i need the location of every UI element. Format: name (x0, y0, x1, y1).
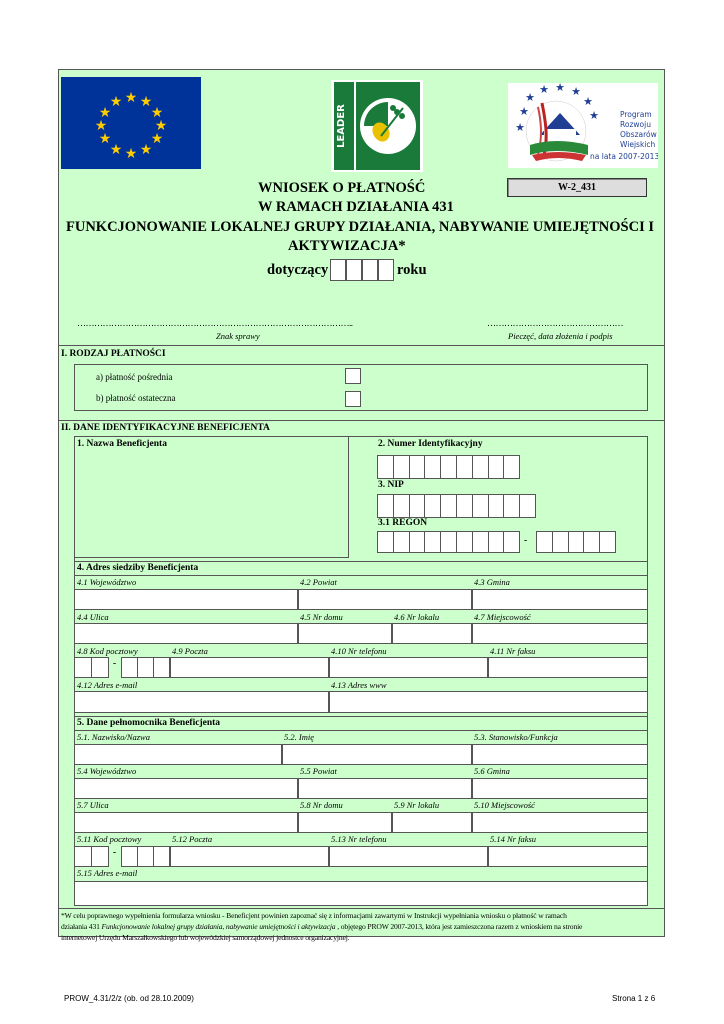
footnote-line-2b: Funkcjonowanie lokalnej grupy działania, nabywanie umiejętności i aktywizacja (101, 922, 336, 931)
id-digit-cell[interactable] (456, 455, 473, 479)
svg-text:★: ★ (139, 142, 153, 158)
id-digit-cell[interactable] (424, 455, 441, 479)
proxy-street-field[interactable] (74, 812, 298, 833)
address-www-label: 4.13 Adres www (331, 680, 387, 690)
year-digit-1[interactable] (330, 259, 346, 281)
address-phone-label: 4.10 Nr telefonu (331, 646, 387, 656)
nip-digit-cell[interactable] (488, 494, 505, 518)
nip-digit-cell[interactable] (424, 494, 441, 518)
address-voiv-label: 4.1 Województwo (77, 577, 137, 587)
eu-stars-icon (61, 77, 201, 169)
proxy-position-label: 5.3. Stanowisko/Funkcja (474, 732, 558, 742)
year-digit-3[interactable] (362, 259, 378, 281)
svg-text:★: ★ (571, 85, 581, 98)
postcode-digit-cell[interactable] (74, 846, 92, 867)
postcode-digit-cell[interactable] (137, 657, 154, 678)
svg-text:★: ★ (555, 83, 565, 94)
address-house-field[interactable] (298, 623, 392, 644)
postcode-digit-cell[interactable] (91, 846, 109, 867)
svg-text:★: ★ (154, 118, 168, 134)
proxy-post-label: 5.12 Poczta (172, 834, 213, 844)
proxy-county-label: 5.5 Powiat (300, 766, 337, 776)
leader-logo (331, 80, 423, 172)
proxy-fax-label: 5.14 Nr faksu (490, 834, 537, 844)
option-a-label: a) płatność pośrednia (96, 372, 173, 382)
svg-text:★: ★ (150, 131, 164, 147)
svg-text:★: ★ (139, 94, 153, 110)
nip-digit-cell[interactable] (472, 494, 489, 518)
svg-text:Program: Program (620, 110, 652, 119)
proxy-flat-field[interactable] (392, 812, 472, 833)
stamp-label: Pieczęć, data złożenia i podpis (508, 331, 613, 341)
postcode-digit-cell[interactable] (121, 657, 138, 678)
svg-text:Obszarów: Obszarów (620, 130, 657, 139)
eu-flag-logo (61, 77, 201, 169)
address-postcode-dash: - (113, 659, 117, 669)
proxy-street-label: 5.7 Ulica (77, 800, 109, 810)
postcode-digit-cell[interactable] (74, 657, 92, 678)
proxy-flat-label: 5.9 Nr lokalu (394, 800, 440, 810)
nip-digit-cell[interactable] (503, 494, 520, 518)
address-house-label: 4.5 Nr domu (300, 612, 343, 622)
address-flat-label: 4.6 Nr lokalu (394, 612, 440, 622)
address-flat-field[interactable] (392, 623, 472, 644)
title-line-1: WNIOSEK O PŁATNOŚĆ (258, 180, 426, 196)
regon-digit-cell[interactable] (583, 531, 600, 553)
regon-digit-cell[interactable] (488, 531, 505, 553)
divider (74, 730, 648, 731)
form-code-box: W-2_431 (507, 178, 647, 197)
proxy-email-label: 5.15 Adres e-mail (77, 868, 138, 878)
divider (74, 561, 648, 562)
id-digit-cell[interactable] (488, 455, 505, 479)
proxy-phone-label: 5.13 Nr telefonu (331, 834, 387, 844)
svg-text:na lata 2007-2013: na lata 2007-2013 (590, 152, 658, 161)
proxy-fax-field[interactable] (488, 846, 648, 867)
name-label: 1. Nazwa Beneficjenta (77, 439, 167, 449)
proxy-firstname-field[interactable] (282, 744, 472, 765)
footnote-line-3: internetowej Urzędu Marszałkowskiego lub wojewódzkiej samorządowej jednostce organizacyjnej. (61, 933, 350, 942)
regon-digit-cell[interactable] (377, 531, 394, 553)
regon-dash: - (524, 536, 528, 546)
year-prefix: dotyczący (267, 262, 329, 278)
regon-digit-cell[interactable] (552, 531, 569, 553)
address-post-label: 4.9 Poczta (172, 646, 208, 656)
proxy-house-field[interactable] (298, 812, 392, 833)
id-digit-cell[interactable] (440, 455, 457, 479)
divider (58, 345, 665, 346)
proxy-city-label: 5.10 Miejscowość (474, 800, 535, 810)
leader-emblem-icon (331, 80, 423, 172)
postcode-digit-cell[interactable] (137, 846, 154, 867)
prow-logo (508, 83, 658, 168)
regon-digit-cell[interactable] (472, 531, 489, 553)
address-commune-field[interactable] (472, 589, 648, 610)
address-email-field[interactable] (74, 691, 329, 713)
nip-digit-cell[interactable] (409, 494, 426, 518)
postcode-digit-cell[interactable] (121, 846, 138, 867)
year-digit-2[interactable] (346, 259, 362, 281)
proxy-phone-field[interactable] (329, 846, 488, 867)
nip-digit-cell[interactable] (377, 494, 394, 518)
proxy-surname-label: 5.1. Nazwisko/Nazwa (77, 732, 150, 742)
address-heading: 4. Adres siedziby Beneficjenta (77, 563, 199, 573)
svg-text:★: ★ (519, 105, 529, 118)
svg-text:★: ★ (109, 142, 123, 158)
svg-text:★: ★ (539, 83, 549, 96)
address-fax-field[interactable] (488, 657, 648, 678)
svg-text:★: ★ (150, 105, 164, 121)
divider (74, 575, 648, 576)
svg-text:★: ★ (124, 90, 138, 106)
address-city-field[interactable] (472, 623, 648, 644)
svg-text:Rozwoju: Rozwoju (620, 120, 651, 129)
address-county-label: 4.2 Powiat (300, 577, 337, 587)
nip-label: 3. NIP (378, 480, 404, 490)
svg-text:★: ★ (124, 146, 138, 162)
postcode-digit-cell[interactable] (153, 846, 170, 867)
address-post-field[interactable] (170, 657, 329, 678)
address-voiv-field[interactable] (74, 589, 298, 610)
svg-text:★: ★ (515, 121, 525, 134)
address-phone-field[interactable] (329, 657, 488, 678)
id-digit-cell[interactable] (472, 455, 489, 479)
address-email-label: 4.12 Adres e-mail (77, 680, 138, 690)
id-digit-cell[interactable] (503, 455, 520, 479)
regon-digit-cell[interactable] (503, 531, 520, 553)
divider (58, 420, 665, 421)
svg-text:★: ★ (98, 131, 112, 147)
regon-digit-cell[interactable] (424, 531, 441, 553)
footnote-line-2c: , objętego PROW 2007-2013, która jest zamieszczona razem z wnioskiem na stronie (335, 922, 583, 931)
proxy-postcode-label: 5.11 Kod pocztowy (77, 834, 142, 844)
svg-text:★: ★ (589, 109, 599, 122)
id-digit-cell[interactable] (377, 455, 394, 479)
title-line-2: W RAMACH DZIAŁANIA 431 (258, 199, 454, 215)
address-street-field[interactable] (74, 623, 298, 644)
postcode-digit-cell[interactable] (91, 657, 109, 678)
case-number-label: Znak sprawy (216, 331, 260, 341)
address-county-field[interactable] (298, 589, 472, 610)
section-1-heading: I. RODZAJ PŁATNOŚCI (61, 349, 166, 359)
option-a-checkbox[interactable] (345, 368, 361, 384)
svg-text:Wiejskich: Wiejskich (620, 140, 656, 149)
proxy-post-field[interactable] (170, 846, 329, 867)
footnote-line-1: *W celu poprawnego wypełnienia formularza wniosku - Beneficjent powinien zapoznać się z informacjami zawartymi w Instrukcji wypełniania wniosku o płatność w ramach (61, 911, 567, 920)
regon-digit-cell[interactable] (440, 531, 457, 553)
regon-digit-cell[interactable] (599, 531, 616, 553)
proxy-voiv-label: 5.4 Województwo (77, 766, 137, 776)
regon-digit-cell[interactable] (393, 531, 410, 553)
option-b-checkbox[interactable] (345, 391, 361, 407)
divider (74, 716, 648, 717)
section-2-heading: II. DANE IDENTYFIKACYJNE BENEFICJENTA (61, 423, 270, 433)
regon-digit-cell[interactable] (456, 531, 473, 553)
title-line-4: AKTYWIZACJA* (288, 238, 406, 254)
id-label: 2. Numer Identyfikacyjny (378, 439, 483, 449)
proxy-postcode-dash: - (113, 848, 117, 858)
address-street-label: 4.4 Ulica (77, 612, 109, 622)
divider (58, 908, 665, 909)
prow-emblem-icon (508, 83, 658, 168)
svg-text:★: ★ (94, 118, 108, 134)
nip-digit-cell[interactable] (519, 494, 536, 518)
proxy-county-field[interactable] (298, 778, 472, 799)
title-line-3: FUNKCJONOWANIE LOKALNEJ GRUPY DZIAŁANIA, NABYWANIE UMIEJĘTNOŚCI I (66, 219, 654, 235)
svg-text:★: ★ (583, 95, 593, 108)
nip-digit-cell[interactable] (456, 494, 473, 518)
nip-digit-cell[interactable] (393, 494, 410, 518)
regon-digit-cell[interactable] (536, 531, 553, 553)
proxy-email-field[interactable] (74, 881, 648, 906)
form-version-label: PROW_4.31/2/z (ob. od 28.10.2009) (64, 994, 194, 1003)
proxy-city-field[interactable] (472, 812, 648, 833)
svg-text:★: ★ (109, 94, 123, 110)
year-digit-4[interactable] (378, 259, 394, 281)
year-suffix: roku (397, 262, 427, 278)
proxy-position-field[interactable] (472, 744, 648, 765)
address-commune-label: 4.3 Gmina (474, 577, 510, 587)
address-fax-label: 4.11 Nr faksu (490, 646, 536, 656)
proxy-commune-field[interactable] (472, 778, 648, 799)
nip-digit-cell[interactable] (440, 494, 457, 518)
footnote-line-2a: działania 431 (61, 922, 102, 931)
proxy-heading: 5. Dane pełnomocnika Beneficjenta (77, 718, 221, 728)
proxy-commune-label: 5.6 Gmina (474, 766, 510, 776)
address-city-label: 4.7 Miejscowość (474, 612, 531, 622)
footnote-line-2 (61, 922, 582, 931)
id-digit-cell[interactable] (393, 455, 410, 479)
proxy-voiv-field[interactable] (74, 778, 298, 799)
svg-text:★: ★ (525, 91, 535, 104)
option-b-label: b) płatność ostateczna (96, 393, 176, 403)
regon-digit-cell[interactable] (409, 531, 426, 553)
svg-text:LEADER: LEADER (336, 104, 347, 148)
name-field[interactable] (74, 436, 349, 558)
stamp-dots: ………………………………………… (487, 318, 623, 328)
id-digit-cell[interactable] (409, 455, 426, 479)
postcode-digit-cell[interactable] (153, 657, 170, 678)
address-postcode-label: 4.8 Kod pocztowy (77, 646, 138, 656)
proxy-firstname-label: 5.2. Imię (284, 732, 314, 742)
proxy-house-label: 5.8 Nr domu (300, 800, 343, 810)
page-number-label: Strona 1 z 6 (612, 994, 656, 1003)
svg-text:★: ★ (98, 105, 112, 121)
case-number-dots: …………………………………………………………………………………….. (77, 318, 353, 328)
regon-label: 3.1 REGON (378, 518, 428, 528)
proxy-surname-field[interactable] (74, 744, 282, 765)
address-www-field[interactable] (329, 691, 648, 713)
regon-digit-cell[interactable] (568, 531, 585, 553)
